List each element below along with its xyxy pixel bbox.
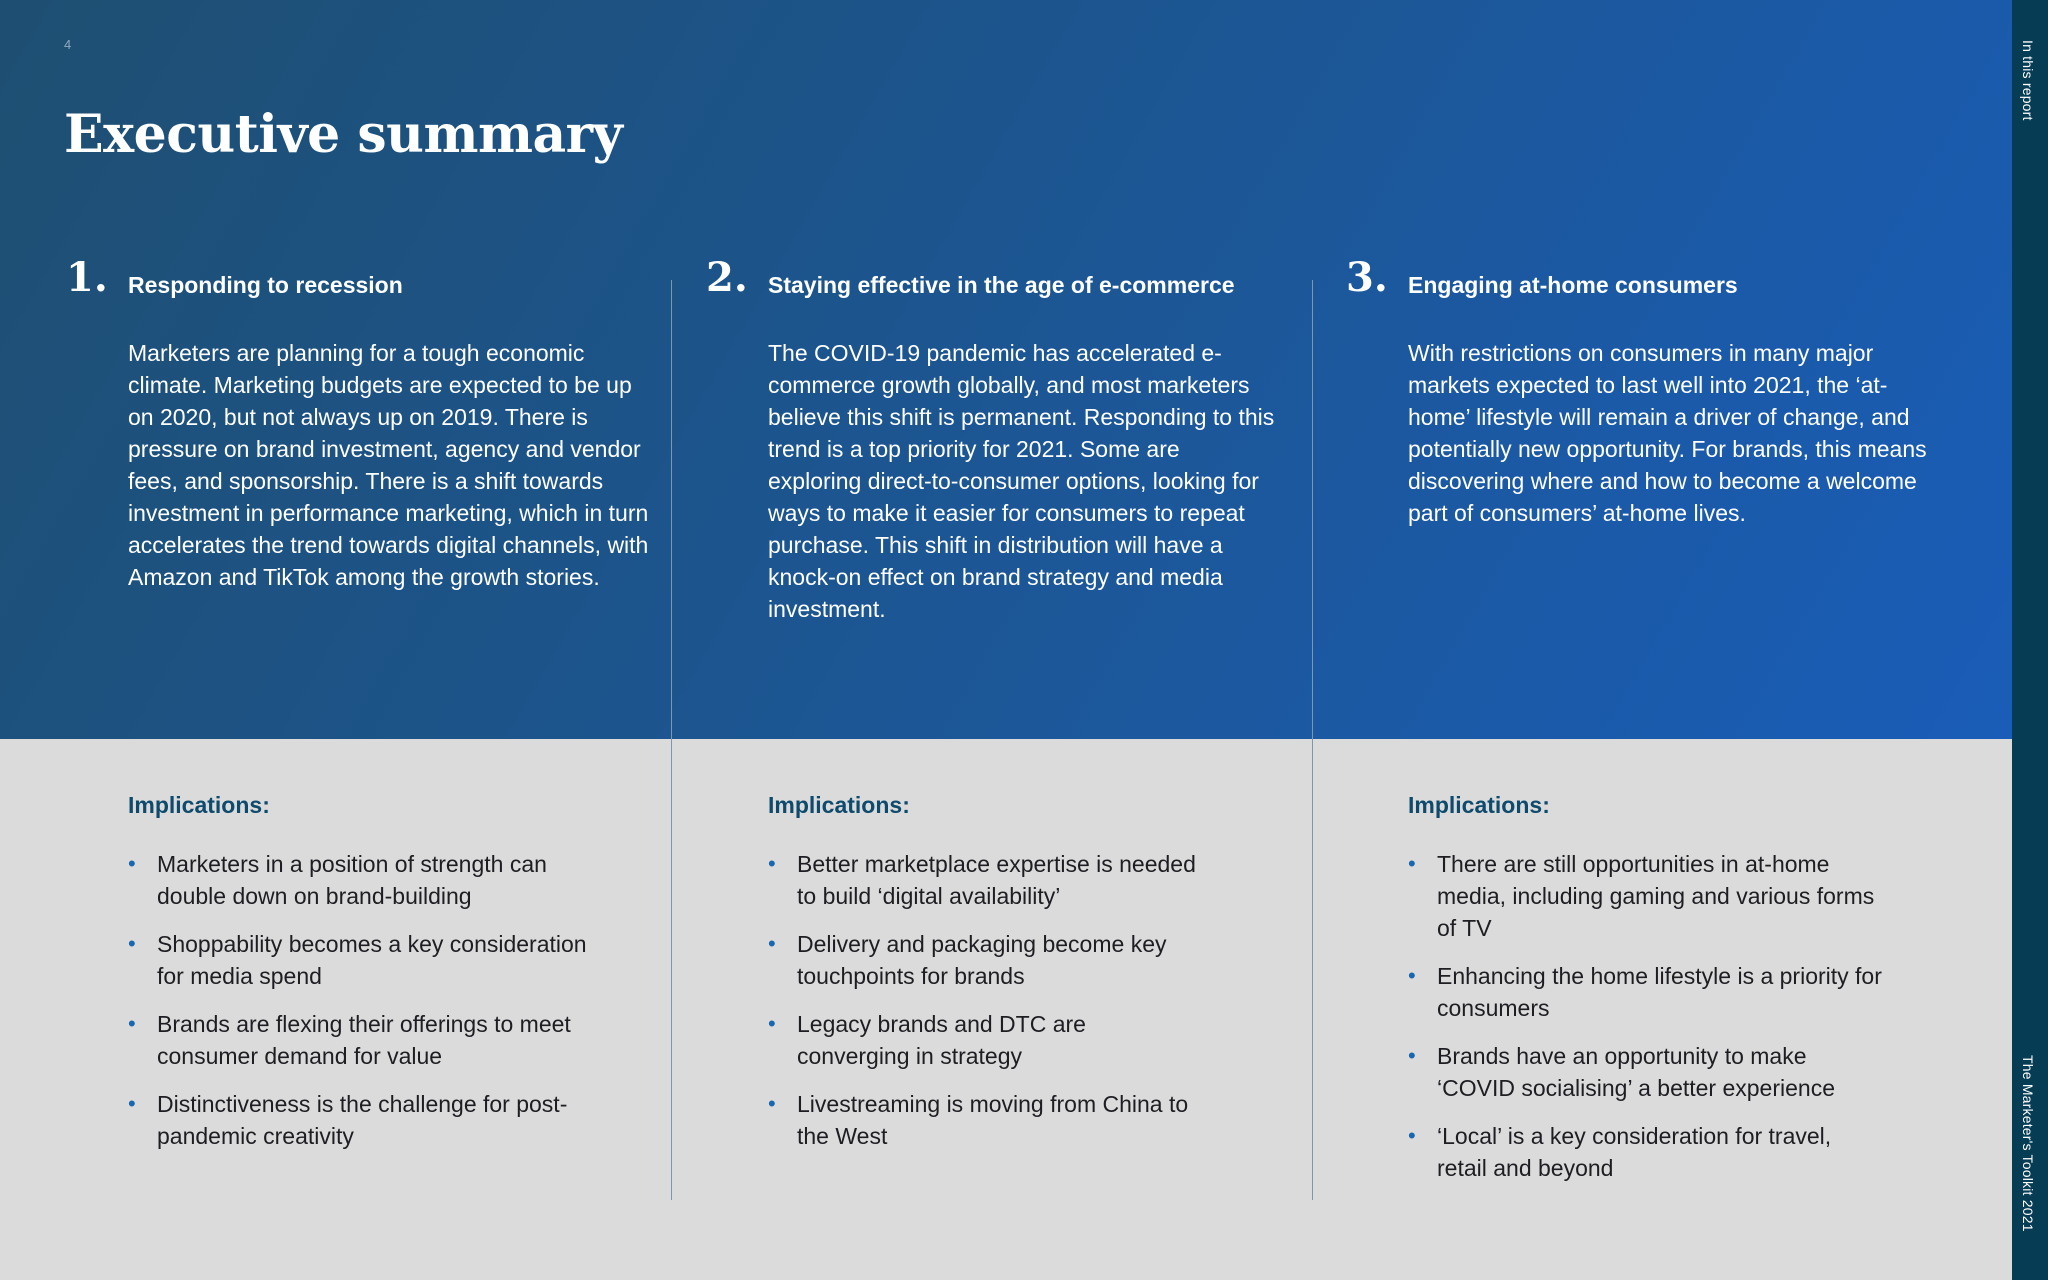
bullet-icon: • [1408,1123,1416,1148]
bullet-icon: • [128,851,136,876]
page-title: Executive summary [64,104,623,165]
list-item [128,848,598,912]
bullet-icon: • [128,1011,136,1036]
column-number: 1. [66,254,108,301]
list-item [1408,848,1883,944]
list-item [1408,1120,1883,1184]
page-number: 4 [64,37,72,52]
list-item [1408,1040,1883,1104]
column-number: 3. [1346,254,1388,301]
list-item [768,848,1198,912]
column-heading: Staying effective in the age of e-commerce [768,272,1235,298]
implications-list [1408,848,1883,1200]
bullet-icon: • [768,1011,776,1036]
column-number: 2. [706,254,748,301]
bullet-icon: • [1408,963,1416,988]
bullet-icon: • [1408,851,1416,876]
column-body: Marketers are planning for a tough economic climate. Marketing budgets are expected to be up on 2020, but not always up on 2019. There is pressure on brand investment, agency and vendor fees, and sponsorship. There is a shift towards investment in performance marketing, which in turn accelerates the trend towards digital channels, with Amazon and TikTok among the growth stories. [128,340,649,590]
list-item-text: Brands have an opportunity to make ‘COVID socialising’ a better experience [1437,1043,1835,1101]
side-tab-in-this-report[interactable]: In this report [2020,40,2036,121]
bullet-icon: • [768,931,776,956]
list-item-text: Legacy brands and DTC are converging in strategy [797,1011,1086,1069]
list-item-text: Distinctiveness is the challenge for post-pandemic creativity [157,1091,568,1149]
implications-heading: Implications: [1408,792,1550,818]
bullet-icon: • [768,1091,776,1116]
column-heading: Engaging at-home consumers [1408,272,1738,298]
list-item-text: ‘Local’ is a key consideration for travel, retail and beyond [1437,1123,1832,1181]
implications-list [768,848,1198,1168]
list-item-text: Enhancing the home lifestyle is a priority for consumers [1437,963,1882,1021]
bullet-icon: • [1408,1043,1416,1068]
list-item [1408,960,1883,1024]
list-item-text: Livestreaming is moving from China to the West [797,1091,1189,1149]
list-item-text: Shoppability becomes a key consideration for media spend [157,931,587,989]
implications-heading: Implications: [128,792,270,818]
implications-list [128,848,598,1168]
list-item-text: Better marketplace expertise is needed to build ‘digital availability’ [797,851,1196,909]
list-item [128,928,598,992]
implications-heading: Implications: [768,792,910,818]
list-item-text: Brands are flexing their offerings to meet consumer demand for value [157,1011,571,1069]
list-item-text: There are still opportunities in at-home media, including gaming and various forms of TV [1437,851,1875,941]
list-item [768,1008,1198,1072]
bullet-icon: • [128,931,136,956]
list-item-text: Delivery and packaging become key touchpoints for brands [797,931,1167,989]
list-item [768,928,1198,992]
column-heading: Responding to recession [128,272,403,298]
column-divider [671,280,672,1200]
list-item [768,1088,1198,1152]
side-tab-publication-title: The Marketer's Toolkit 2021 [2020,1055,2036,1232]
column-divider [1312,280,1313,1200]
bullet-icon: • [128,1091,136,1116]
bullet-icon: • [768,851,776,876]
list-item [128,1008,598,1072]
list-item-text: Marketers in a position of strength can double down on brand-building [157,851,547,909]
list-item [128,1088,598,1152]
column-body: With restrictions on consumers in many major markets expected to last well into 2021, the ‘at-home’ lifestyle will remain a driver of change, and potentially new opportunity. For brands, this means discovering where and how to become a welcome part of consumers’ at-home lives. [1408,340,1927,526]
column-body: The COVID-19 pandemic has accelerated e-commerce growth globally, and most marketers believe this shift is permanent. Responding to this trend is a top priority for 2021. Some are exploring direct-to-consumer options, looking for ways to make it easier for consumers to repeat purchase. This shift in distribution will have a knock-on effect on brand strategy and media investment. [768,340,1275,622]
